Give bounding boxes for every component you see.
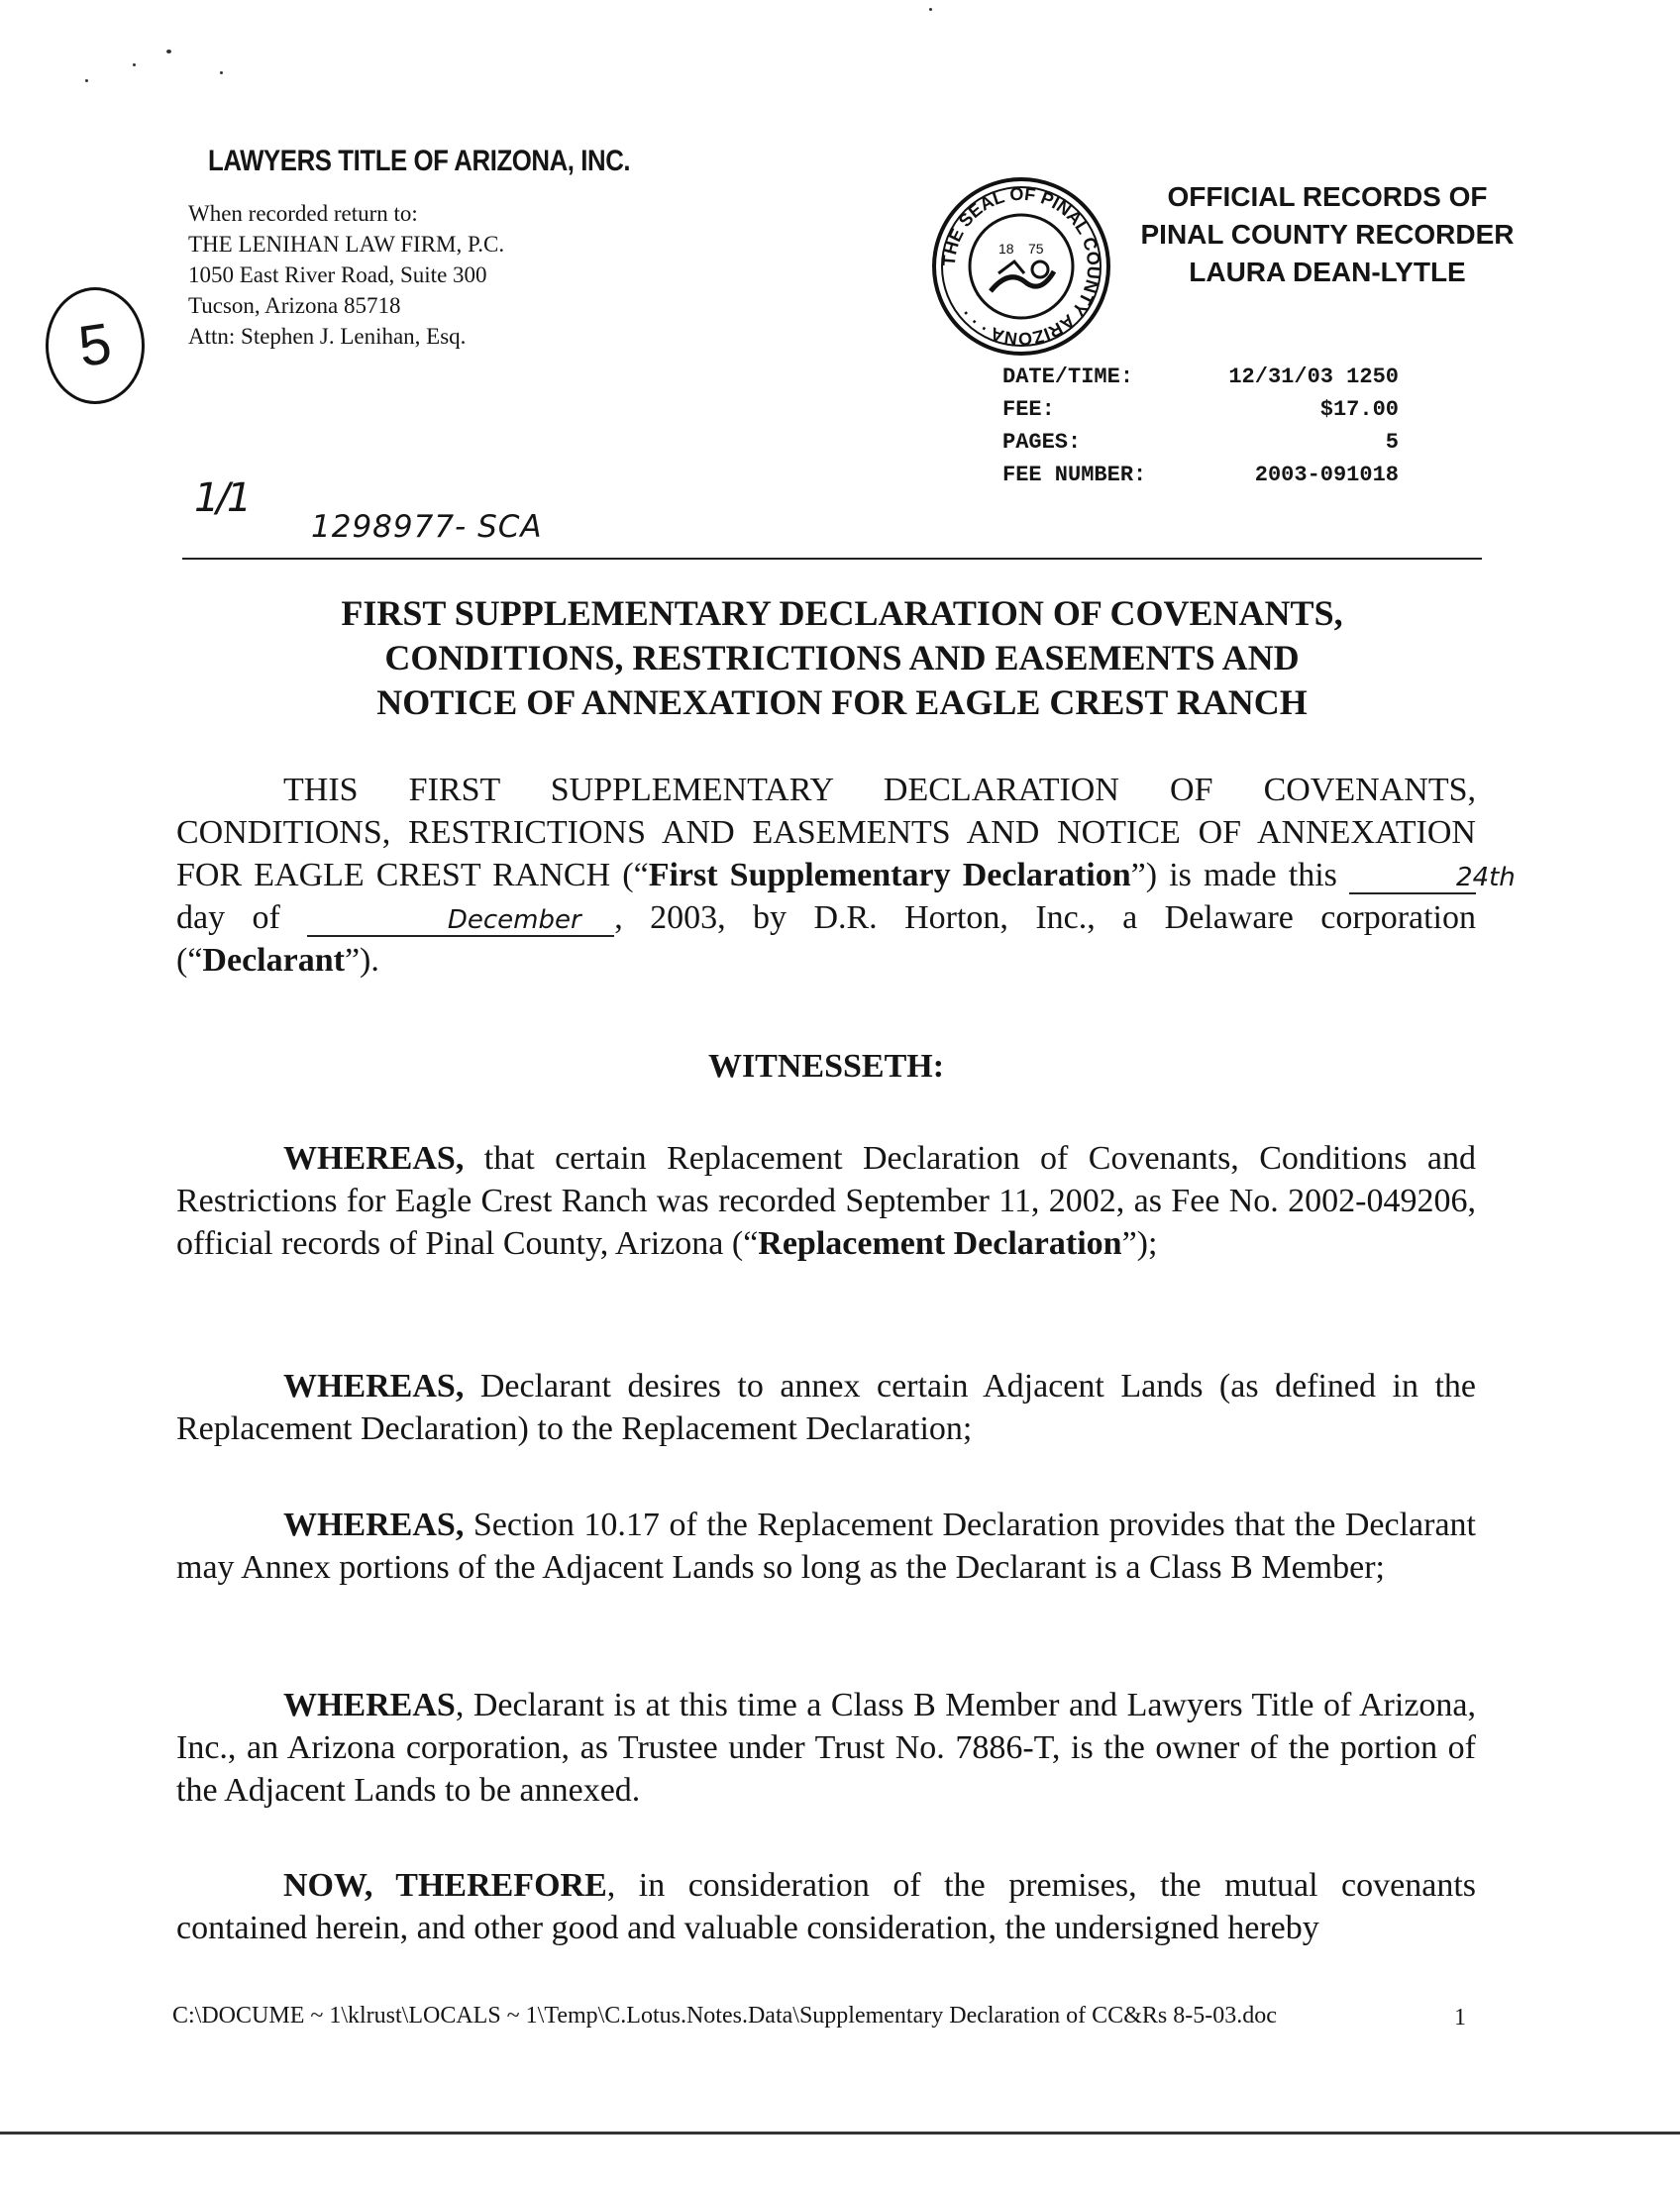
handwritten-fraction: 1/1 — [194, 475, 250, 521]
stamp-label: PAGES: — [1002, 430, 1082, 455]
scan-speck — [133, 63, 136, 66]
whereas-paragraph — [176, 1137, 1476, 1265]
svg-text:THE SEAL OF PINAL COUNTY ARIZO: THE SEAL OF PINAL COUNTY ARIZONA · · · — [938, 183, 1104, 350]
return-line: 1050 East River Road, Suite 300 — [188, 262, 487, 287]
whereas-text: that certain Replacement Declaration of Covenants, Conditions and Restrictions for Eagle Crest Ranch was recorded September 11, 2002, as Fee No. 2002-049206, official records of Pinal County, Arizona (“ — [176, 1140, 1476, 1262]
footer-file-path: C:\DOCUME ~ 1\klrust\LOCALS ~ 1\Temp\C.Lotus.Notes.Data\Supplementary Declaration of CC&Rs 8-5-03.doc — [172, 2003, 1277, 2029]
document-title — [178, 591, 1506, 725]
return-line: Tucson, Arizona 85718 — [188, 293, 401, 318]
bottom-scan-edge — [0, 2132, 1680, 2135]
scan-speck — [166, 50, 171, 53]
return-line: When recorded return to: — [188, 201, 418, 226]
stamp-value: 12/31/03 1250 — [1228, 364, 1399, 389]
stamp-value: $17.00 — [1319, 397, 1399, 422]
intro-text: THIS FIRST SUPPLEMENTARY DECLARATION OF COVENANTS, CONDITIONS, RESTRICTIONS AND EASEMENTS AND NOTICE OF ANNEXATION FOR EAGLE CREST RANCH (“ — [176, 772, 1476, 893]
now-therefore-text: , in consideration of the premises, the mutual covenants contained herein, and other good and valuable consideration, the undersigned hereby — [176, 1867, 1476, 1946]
intro-text: ”) is made this — [1130, 857, 1350, 893]
recording-stamp — [1002, 361, 1399, 491]
return-line: THE LENIHAN LAW FIRM, P.C. — [188, 232, 505, 257]
stamp-row — [1002, 361, 1399, 393]
whereas-lead: WHEREAS, — [283, 1507, 465, 1543]
stamp-value: 2003-091018 — [1254, 463, 1399, 487]
stamp-label: FEE: — [1002, 397, 1055, 422]
stamp-row — [1002, 393, 1399, 426]
circled-number-text: 5 — [74, 311, 116, 379]
company-name: LAWYERS TITLE OF ARIZONA, INC. — [208, 145, 631, 177]
whereas-lead: WHEREAS, — [283, 1140, 465, 1177]
intro-bold-term: First Supplementary Declaration — [648, 857, 1131, 893]
scan-speck — [929, 8, 932, 11]
witnesseth-heading: WITNESSETH: — [707, 1048, 945, 1085]
handwritten-order-number: 1298977- SCA — [311, 509, 543, 545]
day-fill-in: 24th — [1349, 863, 1476, 894]
intro-text: day of — [176, 899, 308, 936]
recorder-line: OFFICIAL RECORDS OF — [1167, 181, 1488, 212]
intro-paragraph — [176, 769, 1516, 982]
whereas-text: Section 10.17 of the Replacement Declaration provides that the Declarant may Annex portions of the Adjacent Lands so long as the Declarant is a Class B Member; — [176, 1507, 1476, 1586]
whereas-text: ”); — [1121, 1225, 1158, 1262]
whereas-lead: WHEREAS — [283, 1687, 456, 1723]
circled-number — [46, 287, 145, 404]
title-line: FIRST SUPPLEMENTARY DECLARATION OF COVENANTS, — [341, 593, 1343, 633]
return-address-block — [188, 198, 504, 352]
month-fill-in: December — [307, 905, 614, 937]
svg-text:18: 18 — [998, 241, 1014, 257]
whereas-text: , Declarant is at this time a Class B Member and Lawyers Title of Arizona, Inc., an Arizona corporation, as Trustee under Trust No. 7886-T, is the owner of the portion of the Adjacent Lands to be annexed. — [176, 1687, 1476, 1809]
stamp-row — [1002, 459, 1399, 491]
recorder-heading — [1100, 178, 1555, 291]
return-line: Attn: Stephen J. Lenihan, Esq. — [188, 324, 467, 349]
whereas-bold-term: Replacement Declaration — [758, 1225, 1122, 1262]
recorder-line: LAURA DEAN-LYTLE — [1189, 257, 1466, 287]
title-line: NOTICE OF ANNEXATION FOR EAGLE CREST RANCH — [376, 682, 1308, 722]
scan-speck — [85, 79, 88, 82]
recorder-line: PINAL COUNTY RECORDER — [1140, 219, 1515, 250]
intro-text: ”). — [344, 942, 379, 979]
stamp-label: DATE/TIME: — [1002, 364, 1134, 389]
stamp-row — [1002, 426, 1399, 459]
whereas-paragraph — [176, 1504, 1476, 1589]
whereas-text: Declarant desires to annex certain Adjacent Lands (as defined in the Replacement Declaration) to the Replacement Declaration; — [176, 1368, 1476, 1447]
footer-page-number: 1 — [1454, 2005, 1466, 2031]
county-seal-icon — [929, 174, 1113, 359]
intro-text: , 2003, by D.R. Horton, Inc., a Delaware corporation (“ — [176, 899, 1476, 979]
now-therefore-paragraph — [176, 1864, 1476, 1949]
now-therefore-lead: NOW, THEREFORE — [283, 1867, 607, 1904]
intro-bold-term: Declarant — [202, 942, 345, 979]
svg-text:75: 75 — [1028, 241, 1044, 257]
title-line: CONDITIONS, RESTRICTIONS AND EASEMENTS AND — [384, 638, 1300, 677]
stamp-value: 5 — [1385, 430, 1399, 455]
stamp-label: FEE NUMBER: — [1002, 463, 1147, 487]
scan-speck — [220, 71, 223, 74]
whereas-lead: WHEREAS, — [283, 1368, 465, 1405]
whereas-paragraph — [176, 1684, 1476, 1812]
header-divider — [182, 558, 1482, 560]
whereas-paragraph — [176, 1365, 1476, 1450]
